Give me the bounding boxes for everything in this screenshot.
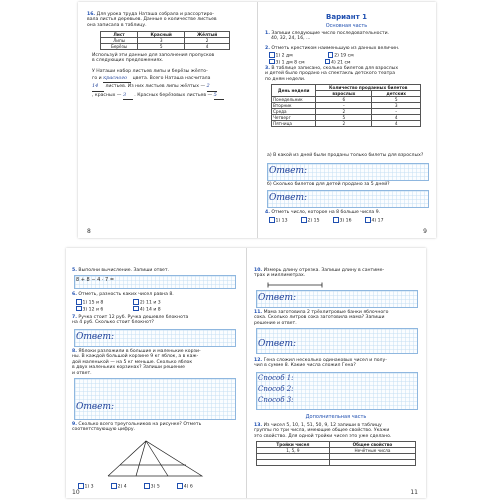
task-3: 3. В таблице записано, сколько билетов для взрослых и детей было продано на спектакль детского театра по дням недели.	[265, 66, 399, 82]
checkbox[interactable]	[325, 59, 331, 65]
task-2-options: 1) 2 дм 2) 19 см 3) 1 дм 8 см 4) 21 см	[269, 52, 419, 65]
task-13: 13. Из чисел 5, 10, 1, 51, 50, 9, 12 запиши в таблицу группы по три числа, имеющие общее свойство. Укажи это свойство. Для одной тройки чисел это уже сделано.	[254, 423, 392, 439]
task-11: 11. Мама заготовила 2 трёхлитровые банки яблочного сока. Сколько литров сока заготовила мама? Запиши решение и ответ.	[254, 310, 389, 326]
checkbox[interactable]	[133, 299, 139, 305]
checkbox[interactable]	[177, 483, 183, 489]
answer-color[interactable]: красного	[103, 75, 127, 82]
inner-line	[146, 441, 168, 476]
expression: 8 + 8 − 4 · 7 =	[76, 277, 115, 283]
table-row: 1, 5, 9 Нечётные числа	[257, 448, 416, 454]
table-row: Липы 3 2	[101, 38, 230, 44]
workbook-spread-top	[78, 2, 436, 238]
variant-title: Вариант 1	[326, 13, 367, 21]
answer-label: Ответ:	[76, 402, 115, 412]
task-16-fill: У Наташи набор листьев липы и берёзы жёлто- го и красного цвета. Всего Наташа насчитала 14 листьев. Из них листьев липы жёлтых — 2 , красных — 3 . Красных берёзовых листьев — 5	[92, 68, 256, 100]
task-4: 4. Отметь число, которое на 8 больше числа 9.	[265, 210, 381, 215]
way-1-label: Способ 1:	[258, 374, 294, 382]
checkbox[interactable]	[111, 483, 117, 489]
answer-label: Ответ:	[258, 293, 297, 303]
page-number: 8	[87, 228, 91, 235]
section-title: Дополнительная часть	[305, 414, 367, 420]
checkbox[interactable]	[76, 306, 82, 312]
table-row: Четверг 5 4	[272, 115, 421, 121]
task-2: 2. Отметь крестиком наименьшую из данных величин.	[265, 46, 400, 51]
page-number: 10	[72, 489, 80, 496]
table-row: Понедельник 6 5	[272, 97, 421, 103]
empty-cell[interactable]	[257, 460, 330, 466]
checkbox[interactable]	[78, 483, 84, 489]
task-6: 6. Отметь, разность каких чисел равна 8.	[72, 292, 174, 297]
triangle-outline	[108, 441, 202, 476]
checkbox[interactable]	[269, 52, 275, 58]
page-number: 11	[410, 489, 418, 496]
page-9	[257, 2, 436, 238]
table-row: Берёзы 5 4	[101, 44, 230, 50]
answer-label: Ответ:	[269, 166, 308, 176]
task-4-options: 1) 13 2) 15 3) 16 4) 17	[269, 217, 429, 224]
answer-label: Ответ:	[269, 193, 308, 203]
checkbox[interactable]	[76, 299, 82, 305]
inner-line	[136, 441, 146, 476]
task-3a: а) В какой из дней были проданы только билеты для взрослых?	[267, 153, 424, 158]
checkbox[interactable]	[269, 217, 275, 223]
answer-red[interactable]: 3	[122, 91, 127, 98]
empty-cell[interactable]	[329, 460, 415, 466]
task-7: 7. Ручка стоит 12 руб. Ручка дешевле блокнота на 4 руб. Сколько стоит блокнот?	[72, 315, 189, 326]
answer-total[interactable]: 14	[92, 83, 99, 90]
checkbox[interactable]	[269, 59, 275, 65]
section-title: Основная часть	[325, 23, 368, 29]
task-16-text: 16. Для урока труда Наташа собрала и рассортиро- вала листья деревьев. Данные о количестве листьев она записала в таблицу.	[87, 12, 217, 28]
leaves-table: Лист Красный Жёлтый Липы 3 2 Берёзы 5 4	[100, 31, 230, 50]
answer-label: Ответ:	[258, 339, 297, 349]
task-1: 1. Запиши следующие число последовательности. 40, 32, 24, 16, ...	[265, 31, 390, 42]
task-10: 10. Измерь длину отрезка. Запиши длину в сантиме- трах и миллиметрах.	[254, 268, 385, 279]
task-number: 16.	[87, 12, 96, 17]
task-8: 8. Яблоки разложили в большие и маленькие корзи- ны. В каждой большой корзине 9 кг яблок, а в каж- дой маленькой — на 5 кг меньше. Сколько яблок в двух маленьких корзинах? Запиши решение и ответ.	[72, 349, 201, 376]
task-9-options: 1) 3 2) 4 3) 5 4) 6	[78, 483, 243, 490]
checkbox[interactable]	[365, 217, 371, 223]
table-row: Среда 2 –	[272, 109, 421, 115]
answer-label: Ответ:	[76, 332, 115, 342]
page-11	[246, 248, 426, 498]
task-6-options: 1) 15 и 8 2) 11 и 3 3) 12 и 6 4) 14 и 8	[76, 299, 236, 312]
triangles-figure	[106, 438, 206, 478]
task-9: 9. Сколько всего треугольников на рисунке? Отметь соответствующую цифру.	[72, 422, 202, 433]
checkbox[interactable]	[133, 306, 139, 312]
table-row	[257, 460, 416, 466]
table-row: Вторник – 3	[272, 103, 421, 109]
checkbox[interactable]	[301, 217, 307, 223]
page-8	[78, 2, 257, 238]
segment-figure	[266, 282, 326, 288]
page-10	[66, 248, 246, 498]
task-5: 5. Выполни вычисление. Запиши ответ.	[72, 268, 170, 273]
answer-birch-red[interactable]: 5	[213, 91, 217, 98]
checkbox[interactable]	[144, 483, 150, 489]
answer-yellow[interactable]: 2	[206, 83, 210, 90]
task-16-instruction: Используй эти данные для заполнения пропусков в следующих предложениях.	[92, 53, 215, 64]
checkbox[interactable]	[328, 52, 334, 58]
task-3b: б) Сколько билетов для детей продано за 5 дней?	[267, 182, 390, 187]
way-2-label: Способ 2:	[258, 385, 294, 393]
checkbox[interactable]	[333, 217, 339, 223]
way-3-label: Способ 3:	[258, 396, 294, 404]
task-12: 12. Гена сложил несколько одинаковых чисел и полу- чил в сумме 8. Какие числа сложил Гена?	[254, 358, 387, 369]
page-number: 9	[423, 228, 427, 235]
workbook-spread-bottom	[66, 248, 426, 498]
table-row: Пятница 2 4	[272, 121, 421, 127]
answer-grid-8[interactable]	[74, 378, 236, 420]
tickets-table: День недели Количество проданных билетов взрослых детских Понедельник 6 5 Вторник – 3 Среда 2 – Четверг 5 4 Пятница 2 4	[271, 84, 421, 127]
numbers-table: Тройки чисел Общее свойство 1, 5, 9 Нечётные числа	[256, 441, 416, 466]
